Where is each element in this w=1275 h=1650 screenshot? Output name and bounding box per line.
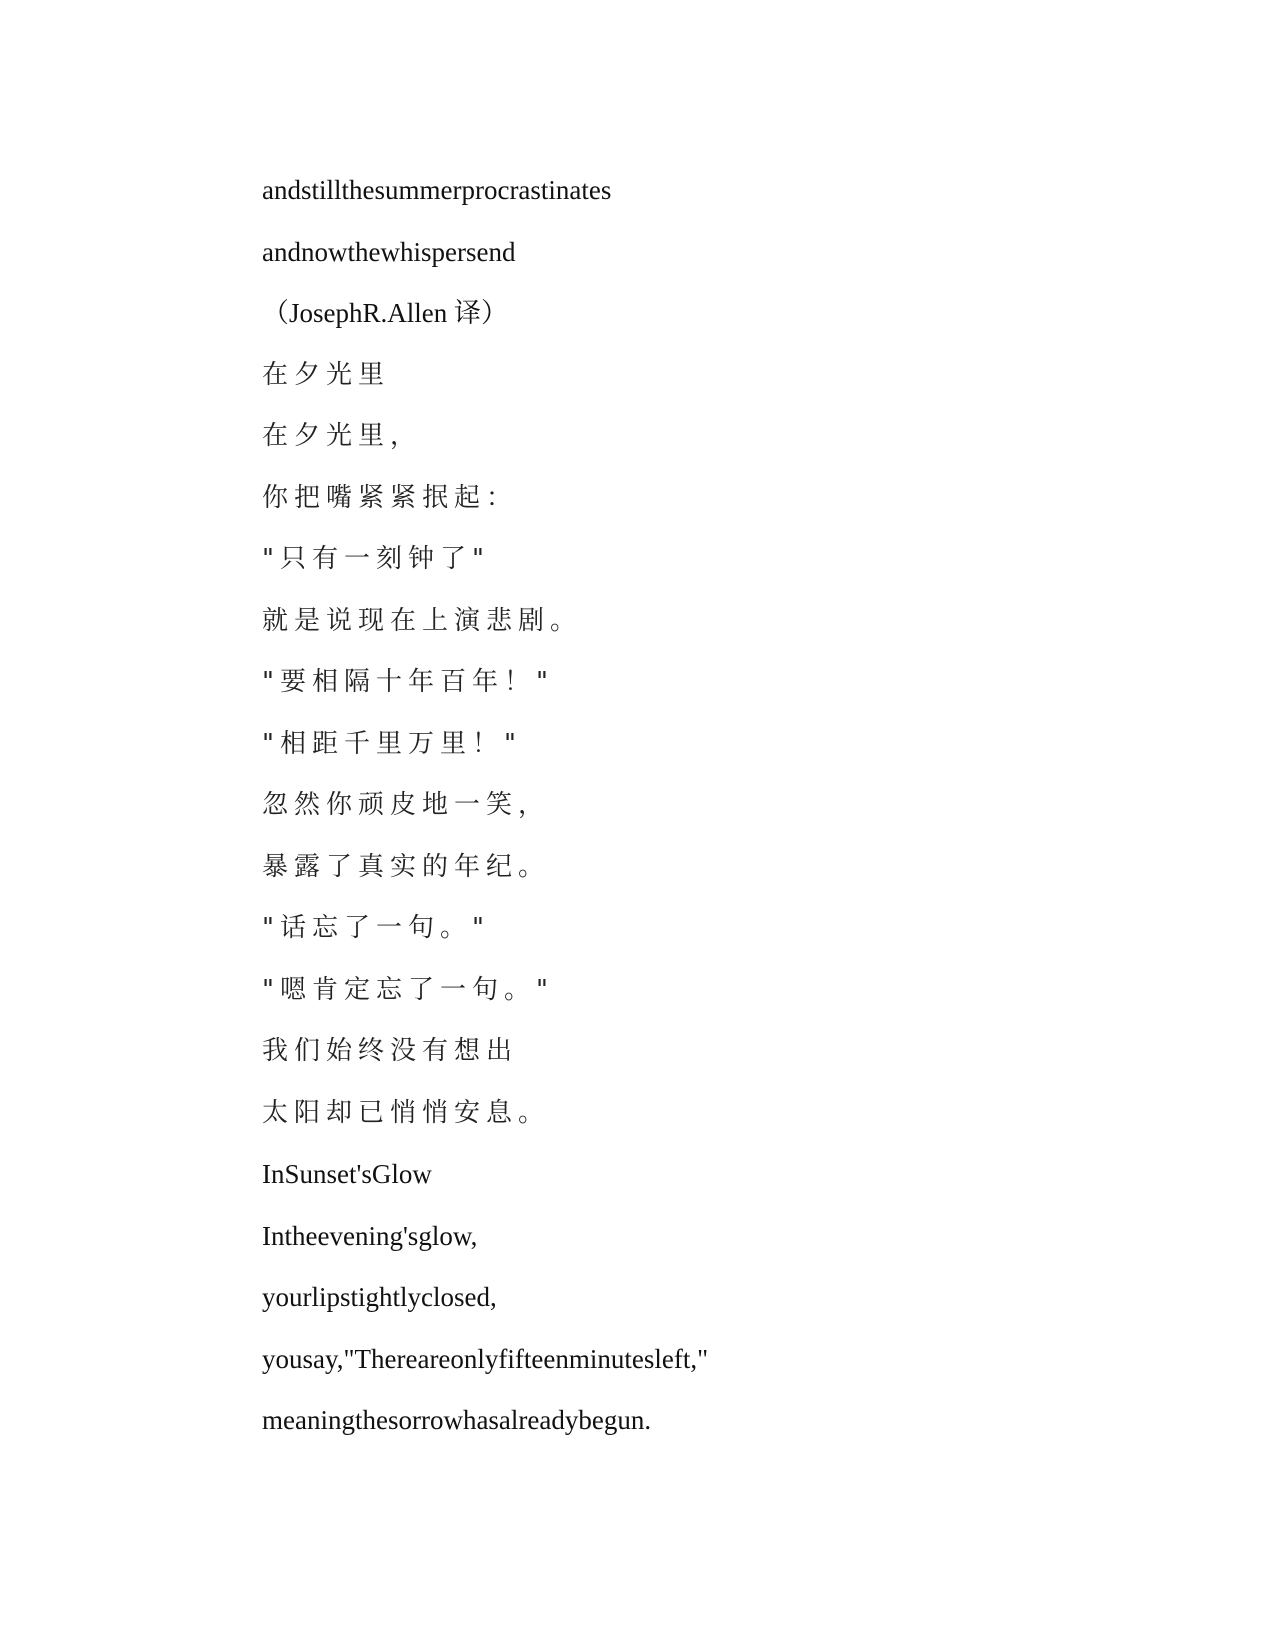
- translator-credit: （JosephR.Allen 译）: [262, 298, 508, 328]
- text-line: "话忘了一句。": [262, 913, 490, 943]
- text-line: "相距千里万里！": [262, 728, 522, 759]
- poem-title-english: InSunset'sGlow: [262, 1159, 432, 1189]
- poem-text: [262, 170, 1162, 1462]
- text-line: yourlipstightlyclosed,: [262, 1282, 497, 1312]
- text-line: 在夕光里，: [262, 421, 423, 451]
- text-line: "只有一刻钟了": [262, 544, 490, 574]
- text-line: "嗯肯定忘了一句。": [262, 974, 554, 1005]
- text-line: 你把嘴紧紧抿起：: [262, 482, 519, 513]
- text-line: 暴露了真实的年纪。: [262, 851, 551, 882]
- text-line: 太阳却已悄悄安息。: [262, 1097, 551, 1128]
- text-line: yousay,"Thereareonlyfifteenminutesleft,": [262, 1343, 709, 1374]
- text-line: meaningthesorrowhasalreadybegun.: [262, 1405, 652, 1435]
- text-line: "要相隔十年百年！": [262, 667, 554, 697]
- text-line: 就是说现在上演悲剧。: [262, 605, 583, 636]
- text-line: andnowthewhispersend: [262, 236, 516, 267]
- text-line: andstillthesummerprocrastinates: [262, 175, 612, 205]
- poem-title: 在夕光里: [262, 359, 391, 390]
- text-line: Intheevening'sglow,: [262, 1220, 478, 1251]
- text-line: 我们始终没有想出: [262, 1036, 519, 1066]
- text-line: 忽然你顽皮地一笑，: [262, 790, 551, 820]
